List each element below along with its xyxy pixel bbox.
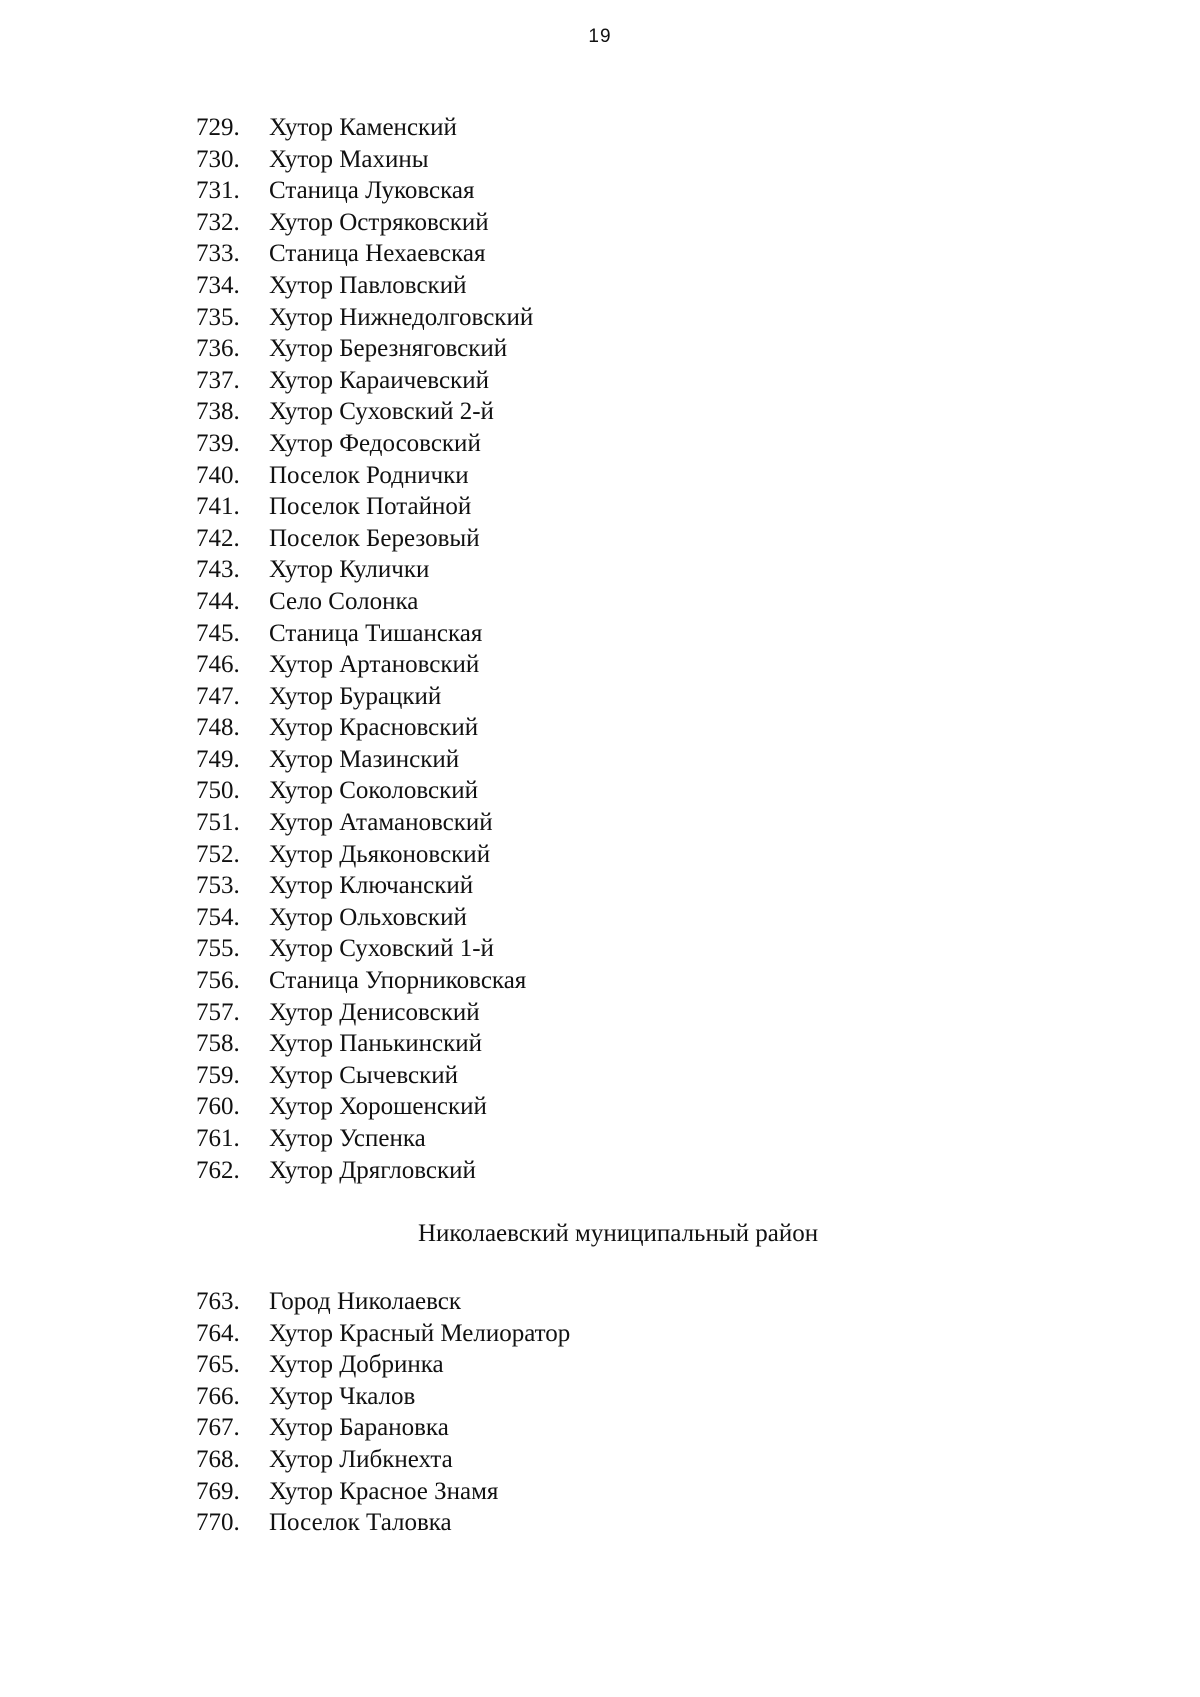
list-item xyxy=(196,807,533,839)
settlement-name: Хутор Остряковский xyxy=(269,208,489,236)
settlement-name: Хутор Суховский 2-й xyxy=(269,398,494,426)
list-item xyxy=(196,775,533,807)
list-item xyxy=(196,1028,533,1060)
settlement-name: Хутор Суховский 1-й xyxy=(269,935,494,963)
item-number: 734. xyxy=(196,271,240,299)
item-number: 746. xyxy=(196,651,240,679)
list-item xyxy=(196,712,533,744)
item-number: 744. xyxy=(196,587,240,615)
settlement-name: Хутор Бурацкий xyxy=(269,682,442,710)
list-item xyxy=(196,270,533,302)
item-number: 747. xyxy=(196,682,240,710)
settlement-name: Поселок Березовый xyxy=(269,524,480,552)
settlement-name: Поселок Таловка xyxy=(269,1509,452,1537)
list-item xyxy=(196,1444,570,1476)
list-item xyxy=(196,586,533,618)
settlement-name: Хутор Кулички xyxy=(269,556,430,584)
list-item xyxy=(196,302,533,334)
list-item xyxy=(196,175,533,207)
settlement-name: Станица Тишанская xyxy=(269,619,483,647)
item-number: 763. xyxy=(196,1288,240,1315)
settlement-list-first xyxy=(196,112,533,1186)
list-item xyxy=(196,144,533,176)
list-item xyxy=(196,870,533,902)
list-item xyxy=(196,1412,570,1444)
item-number: 735. xyxy=(196,303,240,331)
list-item xyxy=(196,997,533,1029)
list-item xyxy=(196,333,533,365)
item-number: 736. xyxy=(196,335,240,363)
list-item xyxy=(196,428,533,460)
section-heading: Николаевский муниципальный район xyxy=(418,1220,819,1247)
settlement-name: Хутор Атамановский xyxy=(269,809,493,837)
list-item xyxy=(196,839,533,871)
item-number: 756. xyxy=(196,967,240,995)
list-item xyxy=(196,460,533,492)
settlement-name: Хутор Караичевский xyxy=(269,366,489,394)
settlement-name: Хутор Артановский xyxy=(269,651,480,679)
list-item xyxy=(196,933,533,965)
item-number: 742. xyxy=(196,524,240,552)
item-number: 731. xyxy=(196,177,240,205)
settlement-name: Город Николаевск xyxy=(269,1288,462,1315)
settlement-name: Станица Луковская xyxy=(269,177,475,205)
list-item xyxy=(196,238,533,270)
item-number: 762. xyxy=(196,1156,240,1184)
list-item xyxy=(196,1286,570,1318)
list-item xyxy=(196,1476,570,1508)
item-number: 749. xyxy=(196,745,240,773)
list-item xyxy=(196,1381,570,1413)
settlement-name: Хутор Барановка xyxy=(269,1414,449,1442)
settlement-name: Хутор Панькинский xyxy=(269,1030,483,1058)
settlement-name: Хутор Либкнехта xyxy=(269,1445,453,1473)
item-number: 768. xyxy=(196,1445,240,1473)
settlement-name: Село Солонка xyxy=(269,587,419,615)
settlement-name: Хутор Мазинский xyxy=(269,745,460,773)
item-number: 743. xyxy=(196,556,240,584)
item-number: 767. xyxy=(196,1414,240,1442)
item-number: 754. xyxy=(196,903,240,931)
settlement-name: Хутор Соколовский xyxy=(269,777,479,805)
item-number: 755. xyxy=(196,935,240,963)
settlement-name: Станица Нехаевская xyxy=(269,240,486,268)
list-item xyxy=(196,365,533,397)
item-number: 732. xyxy=(196,208,240,236)
list-item xyxy=(196,902,533,934)
settlement-name: Хутор Хорошенский xyxy=(269,1093,487,1121)
list-item xyxy=(196,1123,533,1155)
item-number: 729. xyxy=(196,114,240,141)
settlement-name: Хутор Дьяконовский xyxy=(269,840,491,868)
settlement-name: Хутор Махины xyxy=(269,145,429,173)
settlement-name: Хутор Чкалов xyxy=(269,1382,416,1410)
item-number: 757. xyxy=(196,998,240,1026)
settlement-name: Хутор Дрягловский xyxy=(269,1156,476,1184)
settlement-name: Поселок Роднички xyxy=(269,461,469,489)
item-number: 752. xyxy=(196,840,240,868)
list-item xyxy=(196,681,533,713)
list-item xyxy=(196,207,533,239)
list-item xyxy=(196,554,533,586)
item-number: 740. xyxy=(196,461,240,489)
list-item xyxy=(196,1060,533,1092)
list-item xyxy=(196,744,533,776)
item-number: 770. xyxy=(196,1509,240,1537)
list-item xyxy=(196,965,533,997)
list-item xyxy=(196,1349,570,1381)
item-number: 761. xyxy=(196,1125,240,1152)
list-item xyxy=(196,618,533,650)
settlement-name: Хутор Нижнедолговский xyxy=(269,303,534,331)
list-item xyxy=(196,1507,570,1539)
settlement-name: Хутор Павловский xyxy=(269,271,467,299)
settlement-name: Хутор Денисовский xyxy=(269,998,480,1026)
item-number: 750. xyxy=(196,777,240,805)
item-number: 738. xyxy=(196,398,240,426)
item-number: 764. xyxy=(196,1319,240,1347)
list-item xyxy=(196,649,533,681)
settlement-name: Станица Упорниковская xyxy=(269,967,527,995)
item-number: 758. xyxy=(196,1030,240,1058)
settlement-name: Хутор Ольховский xyxy=(269,903,467,931)
settlement-name: Хутор Сычевский xyxy=(269,1061,459,1089)
item-number: 737. xyxy=(196,366,240,394)
item-number: 760. xyxy=(196,1093,240,1121)
list-item xyxy=(196,396,533,428)
item-number: 733. xyxy=(196,240,240,268)
item-number: 730. xyxy=(196,145,240,173)
page-number: 19 xyxy=(588,26,612,47)
settlement-name: Хутор Федосовский xyxy=(269,429,481,457)
settlement-name: Поселок Потайной xyxy=(269,493,472,521)
settlement-name: Хутор Красное Знамя xyxy=(269,1477,499,1505)
item-number: 745. xyxy=(196,619,240,647)
item-number: 766. xyxy=(196,1382,240,1410)
list-item xyxy=(196,1318,570,1350)
list-item xyxy=(196,1091,533,1123)
settlement-name: Хутор Ключанский xyxy=(269,872,474,900)
item-number: 748. xyxy=(196,714,240,742)
item-number: 751. xyxy=(196,809,240,837)
item-number: 741. xyxy=(196,493,240,521)
list-item xyxy=(196,112,533,144)
settlement-name: Хутор Березняговский xyxy=(269,335,508,363)
list-item xyxy=(196,491,533,523)
settlement-name: Хутор Каменский xyxy=(269,114,457,141)
settlement-name: Хутор Красный Мелиоратор xyxy=(269,1319,571,1347)
item-number: 753. xyxy=(196,872,240,900)
item-number: 759. xyxy=(196,1061,240,1089)
list-item xyxy=(196,523,533,555)
settlement-list-second xyxy=(196,1286,570,1539)
item-number: 769. xyxy=(196,1477,240,1505)
settlement-name: Хутор Успенка xyxy=(269,1125,426,1152)
settlement-name: Хутор Красновский xyxy=(269,714,479,742)
settlement-name: Хутор Добринка xyxy=(269,1351,444,1379)
list-item xyxy=(196,1155,533,1187)
item-number: 765. xyxy=(196,1351,240,1379)
item-number: 739. xyxy=(196,429,240,457)
